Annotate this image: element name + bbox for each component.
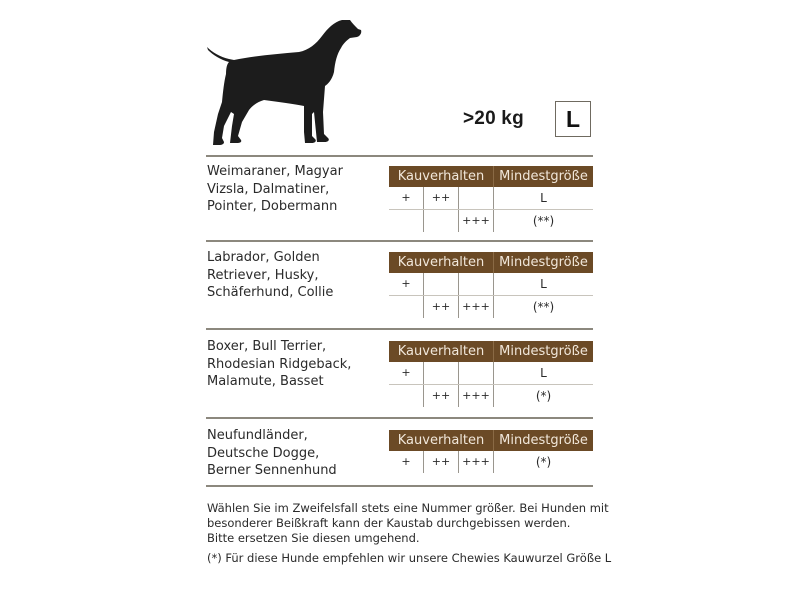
- chewing-table: [389, 166, 593, 232]
- chew-level-3: [459, 273, 494, 295]
- chew-level-1: +: [389, 273, 424, 295]
- chew-level-3: +++: [459, 210, 494, 232]
- header-chewing: Kauverhalten: [389, 341, 494, 362]
- note-line: Bitte ersetzen Sie diesen umgehend.: [207, 531, 420, 545]
- breed-line: Retriever, Husky,: [207, 267, 319, 283]
- chew-level-1: [389, 296, 424, 318]
- breed-list: [207, 427, 337, 480]
- breed-line: Vizsla, Dalmatiner,: [207, 181, 330, 197]
- size-badge: [555, 101, 591, 137]
- min-size-value: L: [540, 366, 547, 380]
- weight-label: >20 kg: [463, 108, 524, 129]
- section-divider: [206, 155, 593, 157]
- breed-list: [207, 249, 333, 302]
- chew-level-2: [424, 273, 459, 295]
- table-row: [389, 451, 593, 473]
- table-row: [389, 362, 593, 385]
- chew-level-1: +: [389, 187, 424, 209]
- note-line: besonderer Beißkraft kann der Kaustab durchgebissen werden.: [207, 516, 571, 530]
- chew-level-2: [424, 210, 459, 232]
- breed-line: Neufundländer,: [207, 428, 308, 443]
- breed-line: Labrador, Golden: [207, 250, 320, 265]
- table-row: [389, 296, 593, 318]
- header-min-size: Mindestgröße: [499, 255, 588, 270]
- breed-line: Schäferhund, Collie: [207, 285, 334, 300]
- breed-line: Malamute, Basset: [207, 374, 324, 389]
- table-row: [389, 385, 593, 407]
- section-divider: [206, 417, 593, 419]
- table-header: [389, 252, 593, 273]
- header-min-size: Mindestgröße: [499, 344, 588, 359]
- section-divider: [206, 240, 593, 242]
- chew-level-3: +++: [459, 296, 494, 318]
- size-badge-label: L: [565, 105, 581, 132]
- chewing-table: [389, 341, 593, 407]
- chew-level-2: ++: [424, 451, 459, 473]
- min-size-value: L: [540, 191, 547, 205]
- chew-level-2: ++: [424, 187, 459, 209]
- chew-level-3: [459, 187, 494, 209]
- min-size-value: L: [540, 277, 547, 291]
- chew-level-2: ++: [424, 296, 459, 318]
- footnote: (*) Für diese Hunde empfehlen wir unsere Chewies Kauwurzel Größe L: [207, 551, 612, 565]
- chew-level-3: [459, 362, 494, 384]
- header-chewing: Kauverhalten: [389, 166, 494, 187]
- chew-level-1: [389, 210, 424, 232]
- table-header: [389, 341, 593, 362]
- breed-list: [207, 163, 343, 216]
- chew-level-3: +++: [459, 451, 494, 473]
- header-min-size: Mindestgröße: [499, 433, 588, 448]
- chew-level-3: +++: [459, 385, 494, 407]
- breed-line: Deutsche Dogge,: [207, 445, 320, 461]
- chew-level-1: [389, 385, 424, 407]
- chew-level-1: +: [389, 451, 424, 473]
- header-chewing: Kauverhalten: [389, 252, 494, 273]
- min-size-value: (**): [532, 214, 555, 228]
- note-line: Wählen Sie im Zweifelsfall stets eine Nummer größer. Bei Hunden mit: [207, 501, 609, 515]
- sizing-note: [207, 501, 609, 546]
- min-size-value: (**): [532, 300, 555, 314]
- min-size-value: (*): [535, 389, 552, 403]
- chew-level-2: ++: [424, 385, 459, 407]
- chewing-table: [389, 252, 593, 318]
- section-divider: [206, 485, 593, 487]
- section-divider: [206, 328, 593, 330]
- table-row: [389, 187, 593, 210]
- chew-level-1: +: [389, 362, 424, 384]
- breed-list: [207, 338, 351, 391]
- header-min-size: Mindestgröße: [499, 169, 588, 184]
- table-row: [389, 210, 593, 232]
- table-row: [389, 273, 593, 296]
- breed-line: Rhodesian Ridgeback,: [207, 356, 352, 372]
- min-size-value: (*): [535, 455, 552, 469]
- breed-line: Berner Sennenhund: [207, 463, 337, 478]
- chew-level-2: [424, 362, 459, 384]
- dog-silhouette-icon: [204, 14, 364, 146]
- breed-line: Boxer, Bull Terrier,: [207, 339, 327, 354]
- breed-line: Weimaraner, Magyar: [207, 164, 343, 179]
- breed-line: Pointer, Dobermann: [207, 199, 338, 214]
- header-chewing: Kauverhalten: [389, 430, 494, 451]
- chewing-table: [389, 430, 593, 473]
- table-header: [389, 430, 593, 451]
- table-header: [389, 166, 593, 187]
